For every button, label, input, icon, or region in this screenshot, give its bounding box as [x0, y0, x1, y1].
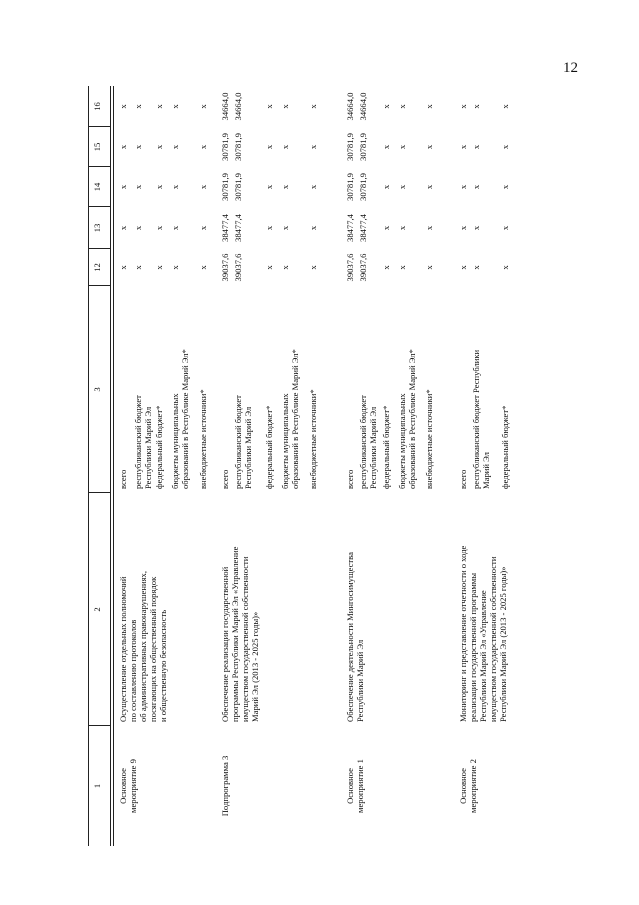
- funding-source-label: образований в Республике Марий Эл*: [407, 349, 417, 489]
- funding-value: 38477,4: [233, 214, 243, 242]
- funding-source-label: Республики Марий Эл: [143, 406, 153, 489]
- funding-value: x: [424, 184, 434, 190]
- funding-value: x: [280, 104, 290, 109]
- funding-value: 39037,6: [345, 253, 355, 282]
- funding-value: x: [133, 144, 143, 150]
- funding-value: 34664,0: [345, 92, 355, 121]
- header-col-15: 15: [92, 142, 102, 152]
- funding-source-label: всего: [458, 469, 468, 489]
- header-divider: [88, 492, 110, 493]
- row-description: Республики Марий Эл (2013 - 2025 годы)»: [498, 566, 508, 722]
- funding-value: x: [133, 265, 143, 270]
- header-divider: [88, 206, 110, 207]
- funding-value: x: [198, 265, 208, 270]
- funding-value: x: [381, 104, 391, 109]
- funding-value: x: [154, 104, 164, 109]
- funding-value: x: [424, 144, 434, 150]
- row-label: Подпрограмма 3: [220, 755, 230, 817]
- header-col-1: 1: [92, 783, 102, 789]
- funding-value: 30781,9: [358, 133, 368, 161]
- row-description: Марий Эл (2013 - 2025 годы)»: [250, 611, 260, 722]
- funding-value: x: [133, 184, 143, 190]
- funding-value: x: [397, 265, 407, 270]
- funding-value: x: [264, 104, 274, 109]
- funding-source-label: бюджеты муниципальных: [280, 393, 290, 489]
- funding-value: x: [458, 265, 468, 270]
- funding-value: x: [308, 104, 318, 109]
- funding-value: x: [280, 265, 290, 270]
- header-rule: [88, 86, 89, 846]
- funding-value: 30781,9: [220, 173, 230, 201]
- row-description: по составлению протоколов: [128, 619, 138, 722]
- header-rule: [110, 86, 111, 846]
- funding-value: 30781,9: [220, 133, 230, 161]
- funding-value: x: [198, 184, 208, 190]
- funding-value: 39037,6: [233, 253, 243, 282]
- funding-value: x: [458, 104, 468, 109]
- funding-value: x: [198, 104, 208, 109]
- funding-value: x: [471, 144, 481, 150]
- budget-table: [88, 86, 558, 846]
- funding-value: x: [170, 265, 180, 270]
- funding-source-label: республиканский бюджет: [233, 395, 243, 489]
- funding-source-label: федеральный бюджет*: [154, 405, 164, 489]
- funding-value: x: [280, 225, 290, 231]
- row-label: Основное: [118, 768, 128, 804]
- funding-value: x: [198, 225, 208, 231]
- funding-source-label: всего: [345, 469, 355, 489]
- header-col-3: 3: [92, 387, 102, 392]
- funding-value: x: [397, 144, 407, 150]
- row-description: и общественную безопасность: [158, 609, 168, 722]
- funding-value: x: [458, 144, 468, 150]
- funding-value: x: [458, 184, 468, 190]
- row-description: реализации государственной программы: [468, 572, 478, 722]
- funding-value: x: [264, 265, 274, 270]
- row-description: Осуществление отдельных полномочий: [118, 576, 128, 722]
- funding-source-label: Республики Марий Эл: [243, 406, 253, 489]
- funding-value: x: [500, 184, 510, 190]
- header-col-12: 12: [92, 263, 102, 272]
- header-divider: [88, 248, 110, 249]
- funding-value: 39037,6: [358, 253, 368, 282]
- header-divider: [88, 725, 110, 726]
- funding-value: x: [133, 104, 143, 109]
- funding-value: x: [198, 144, 208, 150]
- funding-value: x: [308, 265, 318, 270]
- funding-source-label: федеральный бюджет*: [381, 405, 391, 489]
- funding-value: x: [133, 225, 143, 231]
- funding-value: x: [154, 265, 164, 270]
- row-label: мероприятие 1: [355, 759, 365, 813]
- funding-value: x: [118, 104, 128, 109]
- funding-value: x: [170, 144, 180, 150]
- funding-source-label: внебюджетные источники*: [308, 389, 318, 489]
- funding-value: 34664,0: [220, 92, 230, 121]
- funding-value: x: [118, 184, 128, 190]
- funding-value: x: [118, 265, 128, 270]
- row-description: Обеспечение деятельности Мингосимущества: [345, 552, 355, 722]
- funding-value: x: [500, 225, 510, 231]
- funding-value: x: [264, 184, 274, 190]
- funding-value: x: [264, 225, 274, 231]
- funding-source-label: всего: [118, 469, 128, 489]
- row-description: Республики Марий Эл «Управление: [478, 590, 488, 722]
- header-divider: [88, 166, 110, 167]
- funding-source-label: республиканский бюджет: [133, 395, 143, 489]
- funding-value: 38477,4: [345, 214, 355, 242]
- funding-value: x: [308, 144, 318, 150]
- funding-value: 30781,9: [233, 133, 243, 161]
- row-description: Республики Марий Эл: [355, 639, 365, 722]
- funding-value: x: [424, 225, 434, 231]
- funding-value: 30781,9: [345, 133, 355, 161]
- header-divider: [88, 126, 110, 127]
- row-description: программы Республики Марий Эл «Управление: [230, 546, 240, 722]
- header-col-16: 16: [92, 102, 102, 111]
- row-label: Основное: [345, 768, 355, 804]
- funding-value: x: [458, 225, 468, 231]
- funding-value: 30781,9: [345, 173, 355, 201]
- funding-value: x: [424, 265, 434, 270]
- funding-value: x: [170, 225, 180, 231]
- funding-value: x: [308, 225, 318, 231]
- row-description: имуществом государственной собственности: [488, 556, 498, 722]
- funding-value: x: [154, 144, 164, 150]
- funding-value: x: [170, 184, 180, 190]
- funding-value: x: [381, 265, 391, 270]
- header-col-2: 2: [92, 607, 102, 612]
- funding-value: 38477,4: [220, 214, 230, 242]
- funding-source-label: Республики Марий Эл: [368, 406, 378, 489]
- funding-value: x: [118, 144, 128, 150]
- funding-source-label: образований в Республике Марий Эл*: [180, 349, 190, 489]
- funding-source-label: бюджеты муниципальных: [397, 393, 407, 489]
- header-col-14: 14: [92, 182, 102, 192]
- row-description: имуществом государственной собственности: [240, 556, 250, 722]
- funding-value: x: [424, 104, 434, 109]
- funding-value: x: [118, 225, 128, 231]
- header-col-13: 13: [92, 223, 102, 233]
- row-label: Основное: [458, 768, 468, 804]
- row-description: Обеспечение реализации государственной: [220, 566, 230, 722]
- funding-value: x: [471, 104, 481, 109]
- funding-value: x: [381, 144, 391, 150]
- funding-value: x: [280, 184, 290, 190]
- funding-source-label: всего: [220, 469, 230, 489]
- funding-value: x: [154, 225, 164, 231]
- funding-value: 30781,9: [233, 173, 243, 201]
- funding-value: x: [471, 184, 481, 190]
- funding-value: 38477,4: [358, 214, 368, 242]
- funding-value: 30781,9: [358, 173, 368, 201]
- row-description: об административных правонарушениях,: [138, 571, 148, 722]
- funding-value: x: [500, 104, 510, 109]
- row-description: посягающих на общественный порядок: [148, 576, 158, 722]
- funding-value: x: [500, 265, 510, 270]
- funding-value: 34664,0: [358, 92, 368, 121]
- funding-source-label: республиканский бюджет: [358, 395, 368, 489]
- funding-source-label: федеральный бюджет*: [500, 405, 510, 489]
- funding-source-label: внебюджетные источники*: [198, 389, 208, 489]
- table-header-row: [92, 86, 104, 846]
- funding-value: x: [471, 225, 481, 231]
- funding-source-label: внебюджетные источники*: [424, 389, 434, 489]
- funding-value: 39037,6: [220, 253, 230, 282]
- funding-source-label: федеральный бюджет*: [264, 405, 274, 489]
- funding-value: x: [154, 184, 164, 190]
- funding-value: x: [280, 144, 290, 150]
- funding-value: x: [381, 184, 391, 190]
- header-rule: [113, 86, 114, 846]
- funding-value: x: [397, 184, 407, 190]
- funding-source-label: Марий Эл: [481, 452, 491, 489]
- funding-source-label: образований в Республике Марий Эл*: [290, 349, 300, 489]
- funding-source-label: бюджеты муниципальных: [170, 393, 180, 489]
- funding-value: 34664,0: [233, 92, 243, 121]
- funding-value: x: [471, 265, 481, 270]
- row-label: мероприятие 9: [128, 759, 138, 813]
- row-label: мероприятие 2: [468, 759, 478, 813]
- funding-value: x: [308, 184, 318, 190]
- page-number: 12: [563, 60, 578, 76]
- funding-value: x: [397, 104, 407, 109]
- row-description: Мониторинг и представление отчетности о ходе: [458, 545, 468, 722]
- funding-source-label: республиканский бюджет Республики: [471, 349, 481, 489]
- header-divider: [88, 285, 110, 286]
- funding-value: x: [500, 144, 510, 150]
- funding-value: x: [397, 225, 407, 231]
- funding-value: x: [170, 104, 180, 109]
- funding-value: x: [381, 225, 391, 231]
- funding-value: x: [264, 144, 274, 150]
